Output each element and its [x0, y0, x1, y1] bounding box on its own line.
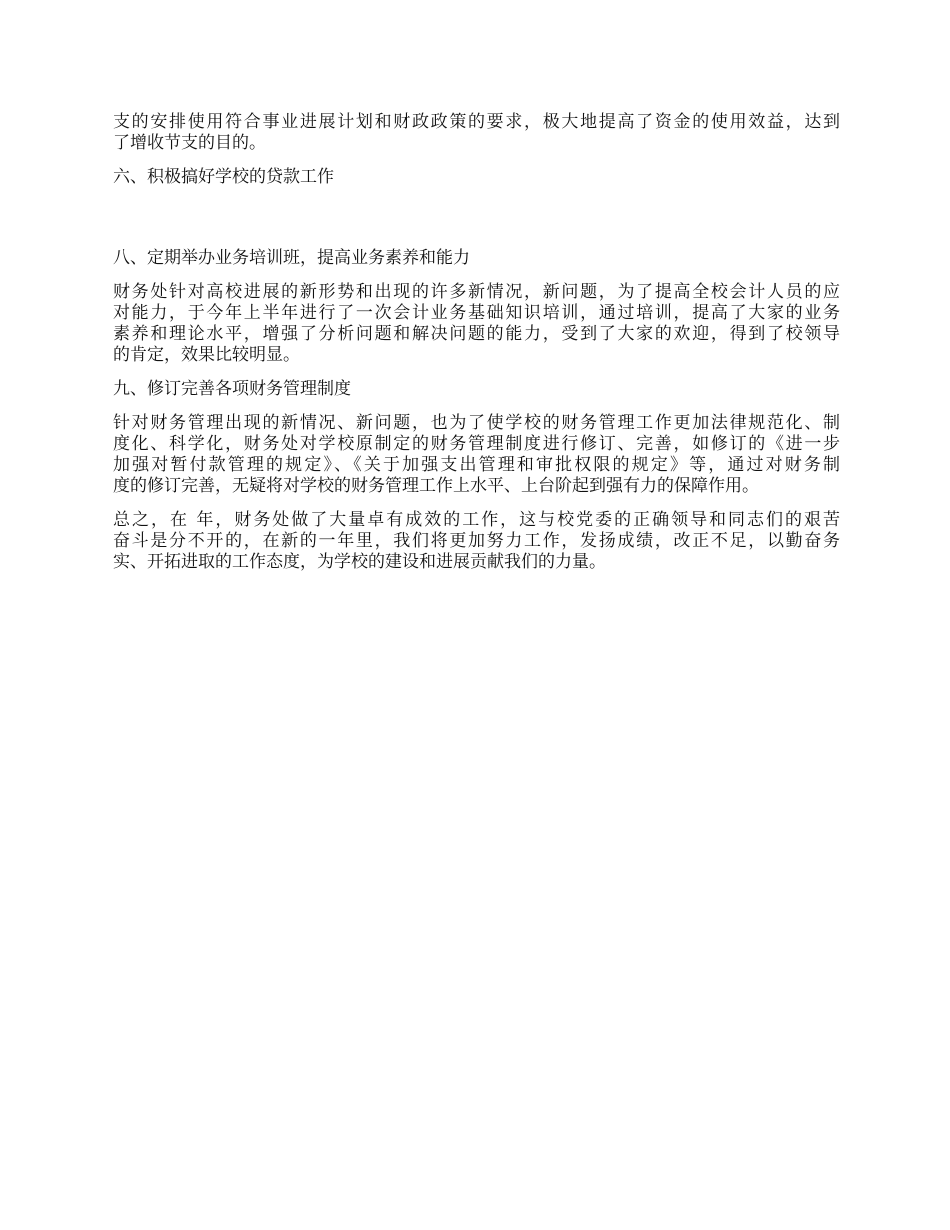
paragraph-line: 的肯定，效果比较明显。 — [113, 345, 300, 365]
paragraph-line: 支的安排使用符合事业进展计划和财政政策的要求，极大地提高了资金的使用效益，达到 — [113, 112, 840, 132]
paragraph-line: 总之，在 年，财务处做了大量卓有成效的工作，这与校党委的正确领导和同志们的艰苦 — [113, 510, 840, 530]
paragraph-line: 奋斗是分不开的，在新的一年里，我们将更加努力工作，发扬成绩，改正不足，以勤奋务 — [113, 531, 840, 551]
paragraph-line: 针对财务管理出现的新情况、新问题，也为了使学校的财务管理工作更加法律规范化、制 — [113, 413, 840, 433]
section-8-paragraph — [113, 282, 840, 366]
paragraph-line: 对能力，于今年上半年进行了一次会计业务基础知识培训，通过培训，提高了大家的业务 — [113, 303, 840, 323]
section-6-heading: 六、积极搞好学校的贷款工作 — [113, 167, 334, 187]
document-page — [113, 112, 840, 573]
intro-paragraph — [113, 112, 840, 154]
paragraph-line: 财务处针对高校进展的新形势和出现的许多新情况，新问题，为了提高全校会计人员的应 — [113, 282, 840, 302]
conclusion-paragraph — [113, 510, 840, 573]
paragraph-line: 加强对暂付款管理的规定》、《关于加强支出管理和审批权限的规定》等，通过对财务制 — [113, 455, 840, 475]
paragraph-line: 实、开拓进取的工作态度，为学校的建设和进展贡献我们的力量。 — [113, 552, 606, 572]
section-9-heading: 九、修订完善各项财务管理制度 — [113, 379, 351, 399]
section-9-paragraph — [113, 413, 840, 497]
paragraph-line: 素养和理论水平，增强了分析问题和解决问题的能力，受到了大家的欢迎，得到了校领导 — [113, 324, 840, 344]
paragraph-line: 度的修订完善，无疑将对学校的财务管理工作上水平、上台阶起到强有力的保障作用。 — [113, 476, 759, 496]
paragraph-line: 度化、科学化，财务处对学校原制定的财务管理制度进行修订、完善，如修订的《进一步 — [113, 434, 840, 454]
paragraph-line: 了增收节支的目的。 — [113, 133, 266, 153]
section-8-heading: 八、定期举办业务培训班，提高业务素养和能力 — [113, 248, 470, 268]
